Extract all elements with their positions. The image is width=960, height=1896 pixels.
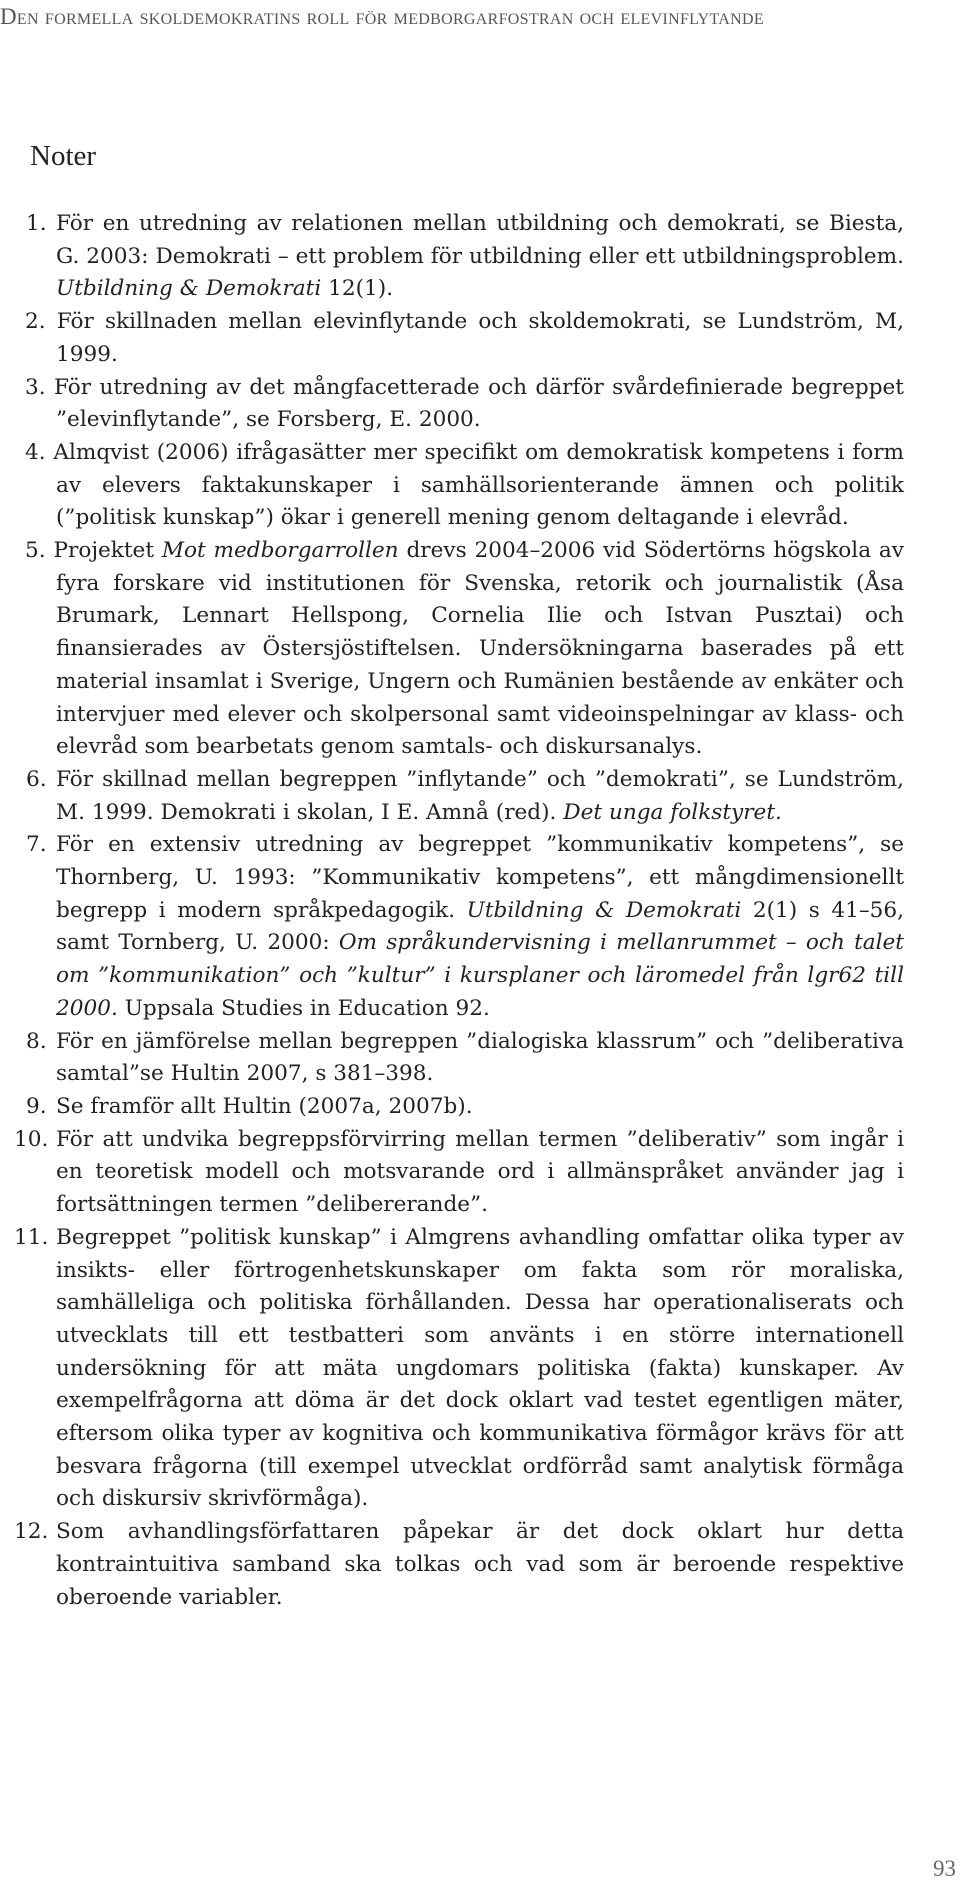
note-text-run: drevs 2004–2006 vid Södertörns högskola av fyra forskare vid institutionen för Svenska, retorik och journalistik (Åsa Brumark, Lennart Hellspong, Cornelia Ilie och Istvan Pusztai) och finansierades av Östersjöstiftelsen. Undersökningarna baserades på ett material insamlat i Sverige, Ungern och Rumänien bestående av enkäter och intervjuer med elever och skolpersonal samt videoinspelningar av klass- och elevråd som bearbetats genom samtals- och diskursanalys. <box>56 538 905 760</box>
note-item <box>0 1026 904 1091</box>
note-text-italic: Mot medborgarrollen <box>161 538 399 564</box>
note-item <box>0 764 904 829</box>
note-text <box>56 1222 904 1516</box>
note-number: 11. <box>14 1224 49 1250</box>
note-text-run: Se framför allt Hultin (2007a, 2007b). <box>56 1093 473 1119</box>
note-item <box>0 1516 904 1614</box>
note-item <box>0 1222 904 1516</box>
note-text <box>56 1091 904 1124</box>
note-text-run: För att undvika begreppsförvirring mellan termen ”deliberativ” som ingår i en teoretisk modell och motsvarande ord i allmänspråket använder jag i fortsättningen termen ”delibererande”. <box>56 1126 904 1218</box>
note-item <box>0 829 904 1025</box>
note-number: 6. <box>26 766 47 792</box>
note-text-run: För en extensiv utredning av begreppet ”kommunikativ kompetens”, se Thornberg, U. 1993: ”Kommunikativ kompetens”, ett mångdimensionellt begrepp i modern språkpedagogik. <box>56 832 904 923</box>
note-text <box>56 1026 904 1091</box>
note-text-run: 12(1). <box>321 276 394 302</box>
note-text-run: För skillnaden mellan elevinflytande och skoldemokrati, se Lundström, M, 1999. <box>56 309 904 367</box>
note-text-run: 2(1) s 41–56, samt Tornberg, U. 2000: <box>56 897 904 956</box>
note-text-italic: Utbildning & Demokrati <box>466 897 742 923</box>
note-text <box>56 309 904 367</box>
note-text-run: Almqvist (2006) ifrågasätter mer specifikt om demokratisk kompetens i form av elevers faktakunskaper i samhällsorienterande ämnen och politik (”politisk kunskap”) ökar i generell mening genom deltagande i elevråd. <box>53 439 904 531</box>
note-text-run: För skillnad mellan begreppen ”inflytande” och ”demokrati”, se Lundström, M. 1999. Demokrati i skolan, I E. Amnå (red). <box>56 766 904 825</box>
note-item <box>0 306 904 371</box>
note-item <box>0 1091 904 1124</box>
note-text-run: För utredning av det mångfacetterade och därför svårdefinierade begreppet ”elevinflytande”, se Forsberg, E. 2000. <box>53 374 904 433</box>
note-text <box>56 764 904 829</box>
note-text-italic: Om språkundervisning i mellanrummet – och talet om ”kommunikation” och ”kultur” i kursplaner och läromedel från lgr62 till 2000. <box>56 930 904 1021</box>
note-text-italic: Utbildning & Demokrati <box>56 276 322 302</box>
note-text <box>56 1516 904 1614</box>
note-number: 12. <box>14 1519 49 1545</box>
note-text-run: För en jämförelse mellan begreppen ”dialogiska klassrum” och ”deliberativa samtal”se Hultin 2007, s 381–398. <box>56 1028 904 1087</box>
note-text <box>54 375 904 433</box>
note-number: 10. <box>14 1126 49 1152</box>
page-number: 93 <box>933 1856 956 1881</box>
note-item <box>0 208 904 306</box>
section-title: Noter <box>30 140 97 172</box>
note-text-italic: Det unga folkstyret. <box>563 799 782 825</box>
note-text-run: Uppsala Studies in Education 92. <box>117 995 490 1021</box>
notes-list <box>0 208 960 1614</box>
note-number: 5. <box>25 538 46 564</box>
note-text <box>56 1124 904 1222</box>
note-text <box>53 440 904 530</box>
note-text <box>56 208 904 306</box>
note-number: 1. <box>26 211 47 236</box>
note-number: 8. <box>26 1028 47 1054</box>
note-text-run: Begreppet ”politisk kunskap” i Almgrens avhandling omfattar olika typer av insikts- eller förtrogenhetskunskaper om fakta som rör moraliska, samhälleliga och politiska förhållanden. Dessa har operationaliserats och utvecklats till ett testbatteri som använts i en större internationell undersökning för att mäta ungdomars politiska (fakta) kunskaper. Av exempelfrågorna att döma är det dock oklart vad testet egentligen mäter, eftersom olika typer av kognitiva och kommunikativa förmågor krävs för att besvara frågorna (till exempel utvecklat ordförråd samt analytisk förmåga och diskursiv skrivförmåga). <box>56 1224 904 1512</box>
note-item <box>0 372 904 437</box>
note-number: 4. <box>25 439 46 465</box>
note-item <box>0 535 904 764</box>
note-text <box>53 538 904 759</box>
note-number: 3. <box>25 374 46 400</box>
note-item <box>0 437 904 535</box>
note-text <box>56 829 904 1025</box>
note-number: 7. <box>26 832 47 858</box>
note-item <box>0 1124 904 1222</box>
running-header: Den formella skoldemokratins roll för medborgarfostran och elevinflytande <box>0 4 764 29</box>
note-number: 2. <box>25 309 46 335</box>
note-number: 9. <box>26 1093 47 1119</box>
note-text-run: För en utredning av relationen mellan utbildning och demokrati, se Biesta, G. 2003: Demokrati – ett problem för utbildning eller ett utbildningsproblem. <box>56 211 904 269</box>
note-text-run: Som avhandlingsförfattaren påpekar är det dock oklart hur detta kontraintuitiva samband ska tolkas och vad som är beroende respektive oberoende variabler. <box>56 1519 904 1610</box>
note-text-run: Projektet <box>53 538 162 564</box>
